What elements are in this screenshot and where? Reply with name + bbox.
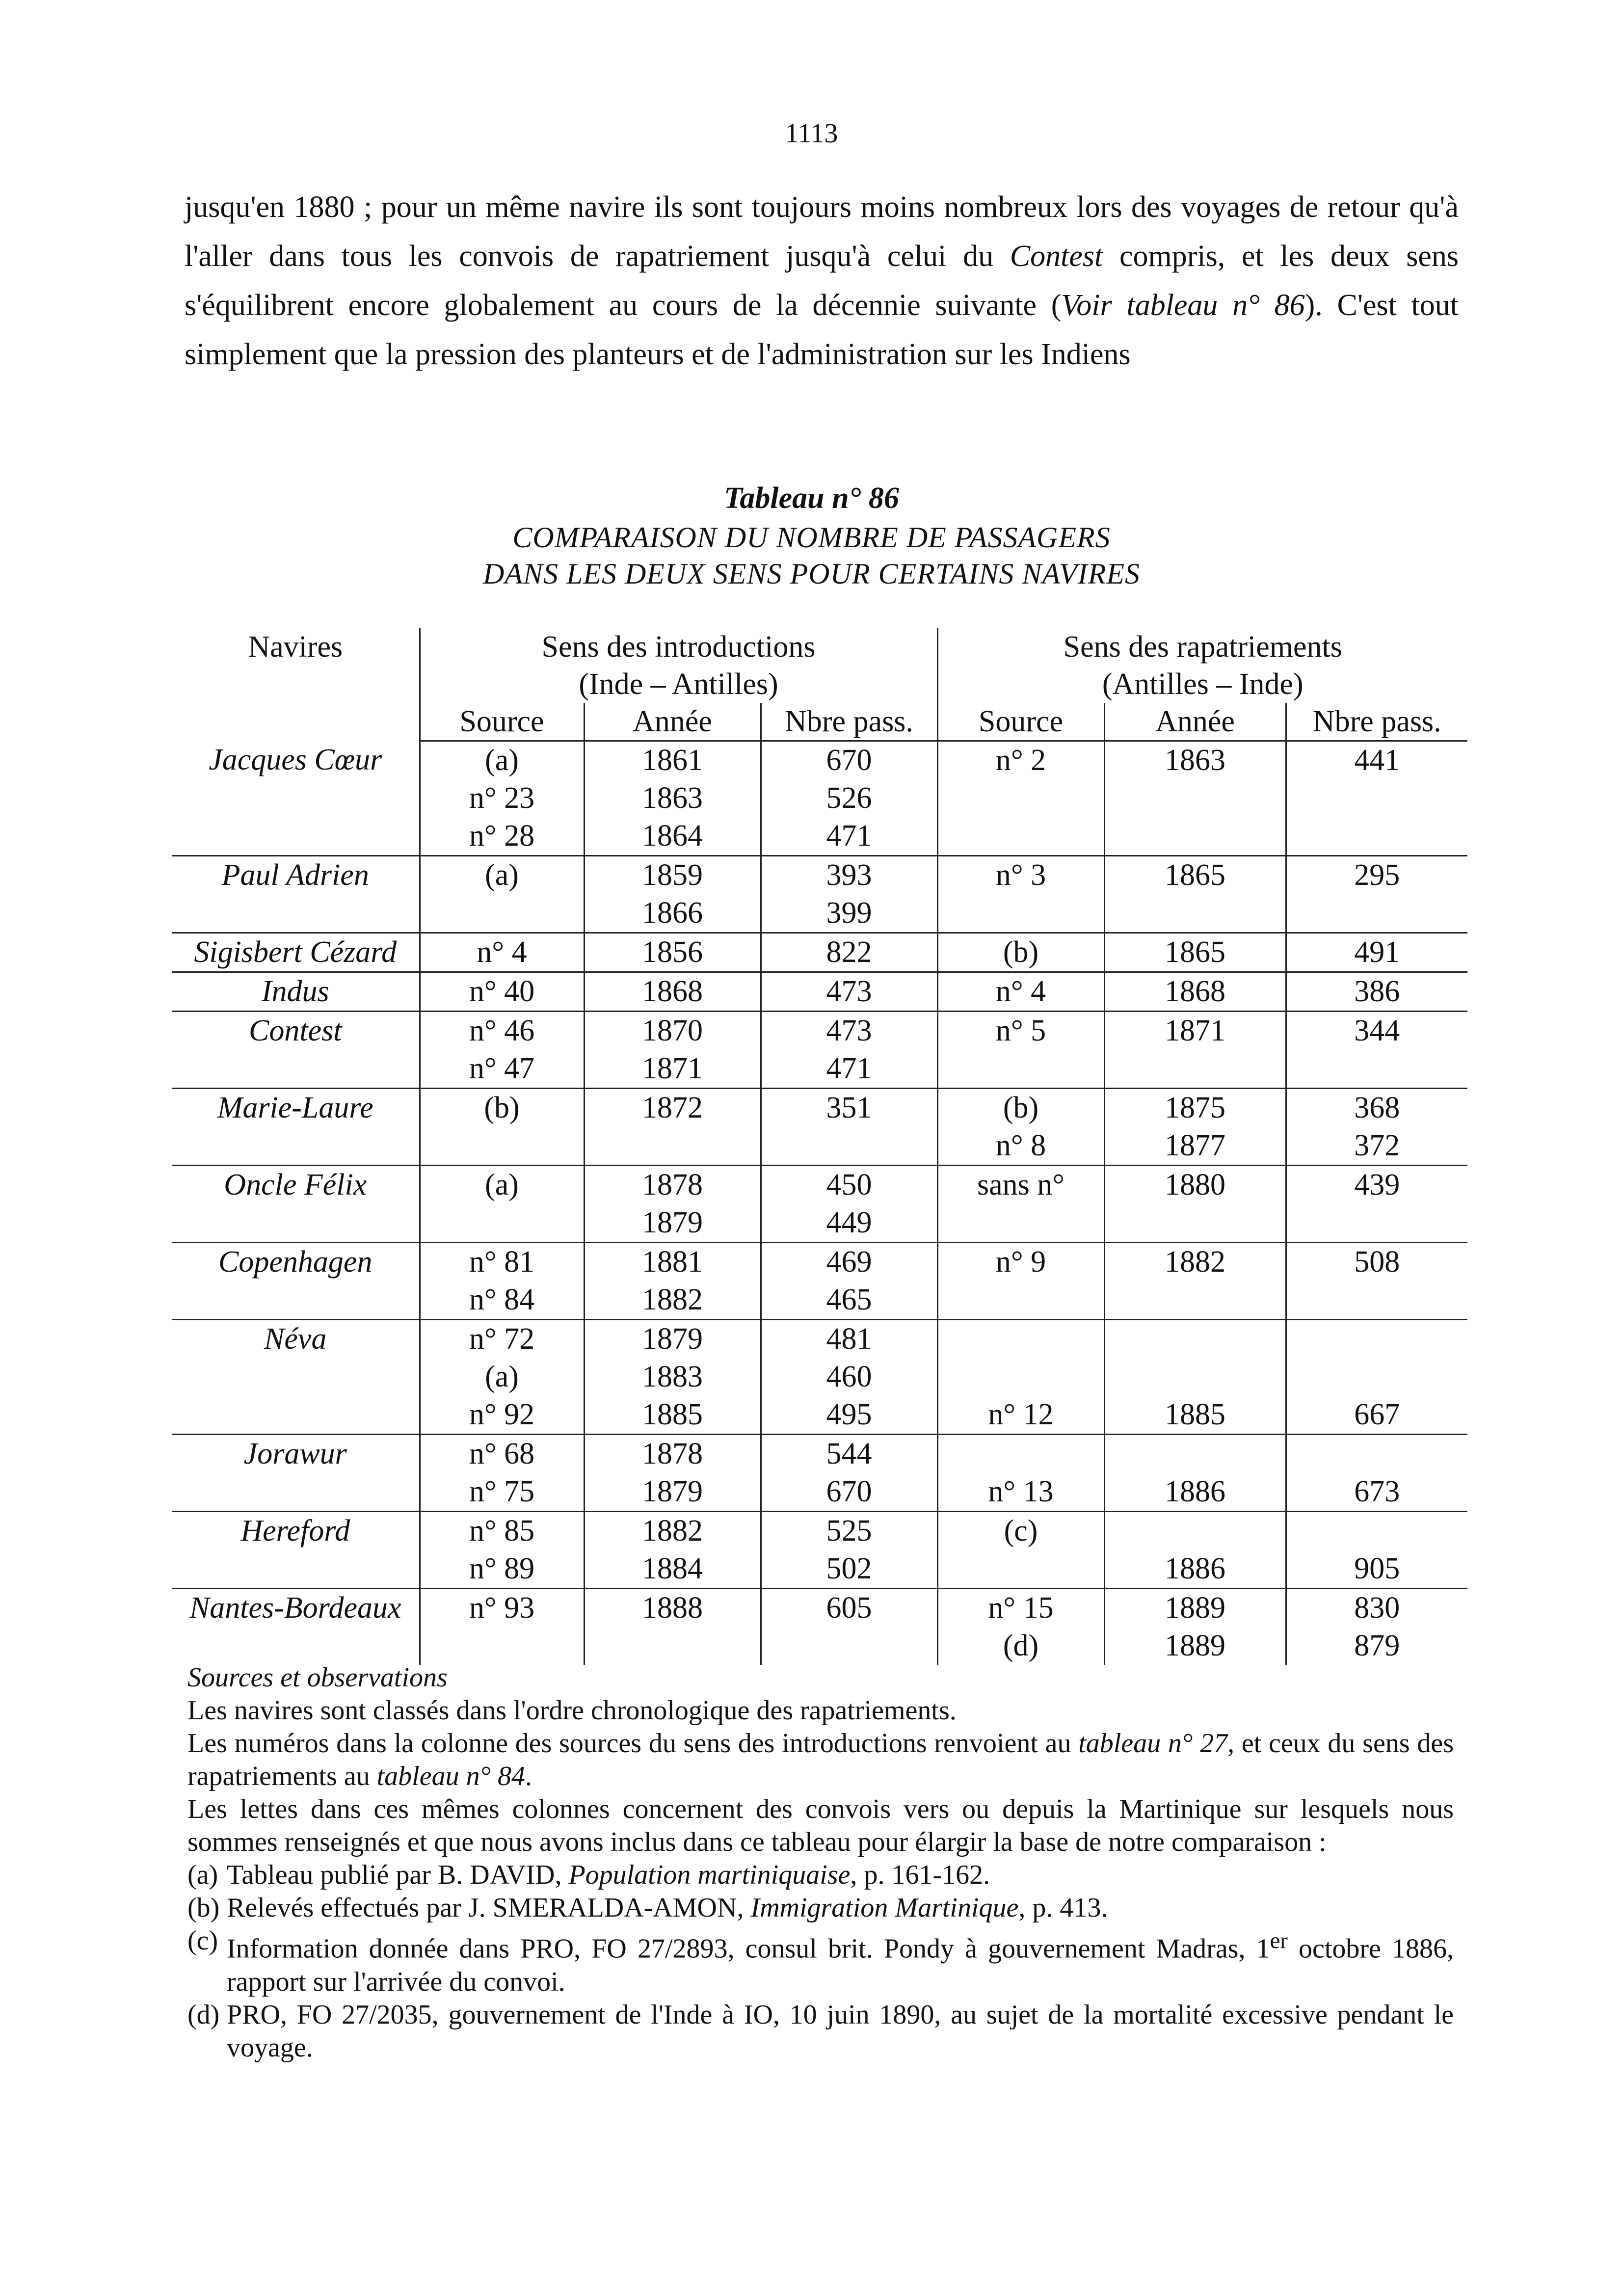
- cell-nbre-pass: 502: [761, 1550, 937, 1589]
- cell-annee: 1863: [584, 779, 761, 817]
- cell-annee-rapat: [1104, 779, 1286, 817]
- cell-annee-rapat: [1104, 1281, 1286, 1320]
- table-row: [172, 779, 1467, 817]
- cell-nbre-pass-rapat: [1286, 894, 1467, 933]
- cell-ship-name: Contest: [249, 1014, 342, 1047]
- table-subtitle-line1: COMPARAISON DU NOMBRE DE PASSAGERS: [512, 521, 1111, 554]
- note-item: [187, 1999, 1454, 2064]
- table-row: [172, 894, 1467, 933]
- cell-source-rapat: [937, 1204, 1104, 1243]
- cell-ship-name: [172, 894, 420, 933]
- header-introductions-line2: (Inde – Antilles): [579, 667, 778, 701]
- table-subtitle: [0, 519, 1623, 592]
- cell-nbre-pass-rapat: 508: [1286, 1243, 1467, 1281]
- cell-source: (a): [420, 1166, 584, 1204]
- note-text-post: octobre 1886, rapport sur l'arrivée du convoi.: [227, 1933, 1454, 1997]
- cell-annee-rapat: 1885: [1104, 1396, 1286, 1435]
- cell-ship-name: [172, 1550, 420, 1589]
- cell-source: n° 75: [420, 1473, 584, 1512]
- cell-annee: 1884: [584, 1550, 761, 1589]
- body-text-part3: ). C'est tout simplement que la pression des planteurs et de l'administration sur les Indiens: [185, 289, 1459, 371]
- table-subtitle-line2: DANS LES DEUX SENS POUR CERTAINS NAVIRES: [482, 558, 1141, 590]
- table-row: [172, 1320, 1467, 1359]
- passenger-comparison-table: [172, 628, 1467, 1665]
- cell-ship-name: Indus: [172, 972, 420, 1012]
- cell-ship-name: [172, 1358, 420, 1396]
- cell-source: n° 68: [420, 1435, 584, 1473]
- note-key: (b): [187, 1893, 220, 1923]
- cell-nbre-pass-rapat: 295: [1286, 856, 1467, 895]
- cell-ship-name: [172, 1127, 420, 1166]
- header-source-rapat: Source: [937, 703, 1104, 741]
- cell-source: n° 23: [420, 779, 584, 817]
- table-row: [172, 1589, 1467, 1628]
- header-annee: Année: [584, 703, 761, 741]
- cell-ship-name: [172, 1281, 420, 1320]
- table-row: [172, 1012, 1467, 1050]
- cell-source-rapat: n° 12: [937, 1396, 1104, 1435]
- cell-ship-name: Jacques Cœur: [209, 743, 382, 776]
- cell-source: n° 89: [420, 1550, 584, 1589]
- cell-annee: 1871: [584, 1050, 761, 1089]
- cell-annee: 1888: [584, 1589, 761, 1628]
- table-row: [172, 1435, 1467, 1473]
- header-navires: Navires: [248, 630, 343, 664]
- cell-source-rapat: [937, 1050, 1104, 1089]
- cell-annee-rapat: 1865: [1104, 856, 1286, 895]
- cell-nbre-pass: 473: [761, 1012, 937, 1050]
- table-title: Tableau n° 86: [724, 481, 899, 515]
- cell-nbre-pass: 460: [761, 1358, 937, 1396]
- cell-source-rapat: n° 8: [937, 1127, 1104, 1166]
- cell-nbre-pass-rapat: 368: [1286, 1089, 1467, 1127]
- table-row: [172, 1512, 1467, 1550]
- header-source: Source: [420, 703, 584, 741]
- cell-nbre-pass-rapat: [1286, 1320, 1467, 1359]
- cell-nbre-pass-rapat: 667: [1286, 1396, 1467, 1435]
- cell-annee: 1885: [584, 1396, 761, 1435]
- cell-nbre-pass-rapat: [1286, 1358, 1467, 1396]
- cell-source: (a): [420, 856, 584, 895]
- cell-annee: 1882: [584, 1281, 761, 1320]
- table-row: [172, 1358, 1467, 1396]
- cell-annee: 1878: [584, 1166, 761, 1204]
- sources-notes: [187, 1661, 1454, 2064]
- cell-annee-rapat: 1889: [1104, 1589, 1286, 1628]
- cell-nbre-pass-rapat: [1286, 779, 1467, 817]
- cell-source: (a): [420, 1358, 584, 1396]
- cell-annee-rapat: [1104, 1358, 1286, 1396]
- note-key: (d): [187, 1999, 220, 2030]
- table-row: [172, 1127, 1467, 1166]
- cell-nbre-pass: 822: [761, 933, 937, 972]
- table-row: [172, 1204, 1467, 1243]
- table-row: [172, 1627, 1467, 1665]
- table-row: [172, 1473, 1467, 1512]
- cell-nbre-pass-rapat: [1286, 1204, 1467, 1243]
- cell-source: n° 46: [420, 1012, 584, 1050]
- cell-annee-rapat: 1868: [1104, 972, 1286, 1012]
- cell-nbre-pass-rapat: [1286, 1050, 1467, 1089]
- cell-annee: 1879: [584, 1473, 761, 1512]
- cell-source: n° 72: [420, 1320, 584, 1359]
- cell-annee: 1856: [584, 933, 761, 972]
- note-key: (a): [187, 1860, 218, 1890]
- cell-source: n° 84: [420, 1281, 584, 1320]
- note-text-superscript: er: [1270, 1928, 1288, 1953]
- cell-nbre-pass-rapat: 830: [1286, 1589, 1467, 1628]
- cell-annee-rapat: 1886: [1104, 1473, 1286, 1512]
- cell-source: [420, 894, 584, 933]
- header-rapatriements: [937, 628, 1467, 703]
- cell-source-rapat: [937, 1281, 1104, 1320]
- cell-source-rapat: n° 3: [937, 856, 1104, 895]
- cell-nbre-pass-rapat: [1286, 1435, 1467, 1473]
- table-row: [172, 1089, 1467, 1127]
- cell-ship-name: [172, 1204, 420, 1243]
- cell-annee: 1870: [584, 1012, 761, 1050]
- body-text-part2: compris, et les deux sens s'équilibrent encore globalement au cours de la décennie suivante (: [185, 240, 1459, 322]
- header-introductions-line1: Sens des introductions: [541, 630, 816, 664]
- cell-annee: 1879: [584, 1320, 761, 1359]
- cell-nbre-pass: 471: [761, 817, 937, 856]
- header-rapatriements-line1: Sens des rapatriements: [1063, 630, 1342, 664]
- cell-annee: 1879: [584, 1204, 761, 1243]
- cell-nbre-pass: 473: [761, 972, 937, 1012]
- cell-source-rapat: [937, 1320, 1104, 1359]
- cell-source: [420, 1627, 584, 1665]
- cell-nbre-pass-rapat: 439: [1286, 1166, 1467, 1204]
- notes-line-letters: Les lettes dans ces mêmes colonnes concernent des convois vers ou depuis la Martinique sur lesquels nous sommes renseignés et que nous avons inclus dans ce tableau pour élargir la base de notre comparaison :: [187, 1794, 1454, 1857]
- body-table-reference: Voir tableau n° 86: [1061, 289, 1305, 322]
- cell-annee: [584, 1127, 761, 1166]
- cell-annee-rapat: [1104, 1050, 1286, 1089]
- cell-annee-rapat: [1104, 1320, 1286, 1359]
- cell-annee-rapat: [1104, 1435, 1286, 1473]
- cell-source-rapat: [937, 817, 1104, 856]
- table-row: [172, 856, 1467, 895]
- cell-annee-rapat: [1104, 1512, 1286, 1550]
- cell-annee-rapat: [1104, 817, 1286, 856]
- cell-nbre-pass-rapat: 372: [1286, 1127, 1467, 1166]
- note-text-italic: Population martiniquaise: [568, 1860, 851, 1890]
- note-item: [187, 1892, 1454, 1924]
- notes-ref-tableau-84: tableau n° 84: [376, 1761, 525, 1791]
- cell-ship-name: [172, 779, 420, 817]
- cell-ship-name: Hereford: [240, 1514, 350, 1548]
- cell-source: n° 93: [420, 1589, 584, 1628]
- cell-annee: 1883: [584, 1358, 761, 1396]
- cell-nbre-pass: 399: [761, 894, 937, 933]
- note-key: (c): [187, 1925, 218, 1956]
- cell-nbre-pass: 393: [761, 856, 937, 895]
- cell-nbre-pass-rapat: 673: [1286, 1473, 1467, 1512]
- cell-annee: 1866: [584, 894, 761, 933]
- cell-source-rapat: [937, 779, 1104, 817]
- cell-nbre-pass: 351: [761, 1089, 937, 1127]
- table-row: [172, 1166, 1467, 1204]
- table-row: [172, 1243, 1467, 1281]
- cell-nbre-pass-rapat: [1286, 1512, 1467, 1550]
- table-row: [172, 1050, 1467, 1089]
- cell-ship-name: Sigisbert Cézard: [172, 933, 420, 972]
- cell-annee-rapat: 1882: [1104, 1243, 1286, 1281]
- cell-annee-rapat: 1863: [1104, 741, 1286, 780]
- cell-source: [420, 1204, 584, 1243]
- notes-line-order: Les navires sont classés dans l'ordre chronologique des rapatriements.: [187, 1695, 957, 1726]
- cell-annee-rapat: 1877: [1104, 1127, 1286, 1166]
- cell-nbre-pass: 471: [761, 1050, 937, 1089]
- cell-nbre-pass: 526: [761, 779, 937, 817]
- note-text-italic: Immigration Martinique: [750, 1893, 1019, 1923]
- notes-ref-tableau-27: tableau n° 27: [1078, 1728, 1228, 1759]
- header-introductions: [420, 628, 937, 703]
- notes-line-numbers-b: , et ceux du sens des rapatriements au: [187, 1728, 1454, 1791]
- notes-line-numbers-a: Les numéros dans la colonne des sources du sens des introductions renvoient au: [187, 1728, 1079, 1759]
- cell-annee-rapat: 1871: [1104, 1012, 1286, 1050]
- note-text: [227, 1892, 1454, 1924]
- table-body: [172, 741, 1467, 1665]
- cell-annee: 1859: [584, 856, 761, 895]
- cell-annee-rapat: [1104, 1204, 1286, 1243]
- cell-ship-name: Copenhagen: [218, 1245, 372, 1279]
- cell-nbre-pass: 465: [761, 1281, 937, 1320]
- note-item: [187, 1859, 1454, 1892]
- cell-source: n° 28: [420, 817, 584, 856]
- cell-annee: 1872: [584, 1089, 761, 1127]
- cell-nbre-pass: 670: [761, 741, 937, 780]
- cell-nbre-pass: 481: [761, 1320, 937, 1359]
- cell-ship-name: Marie-Laure: [217, 1091, 373, 1124]
- cell-annee: 1881: [584, 1243, 761, 1281]
- cell-nbre-pass-rapat: 905: [1286, 1550, 1467, 1589]
- cell-nbre-pass-rapat: 441: [1286, 741, 1467, 780]
- table-row: [172, 972, 1467, 1012]
- cell-nbre-pass: 449: [761, 1204, 937, 1243]
- header-rapatriements-line2: (Antilles – Inde): [1102, 667, 1304, 701]
- cell-annee-rapat: 1886: [1104, 1550, 1286, 1589]
- cell-ship-name: Nantes-Bordeaux: [189, 1591, 401, 1625]
- cell-source: (b): [420, 1089, 584, 1127]
- cell-nbre-pass-rapat: 491: [1286, 933, 1467, 972]
- cell-nbre-pass-rapat: [1286, 1281, 1467, 1320]
- cell-source-rapat: (b): [937, 933, 1104, 972]
- body-ship-name: Contest: [1010, 240, 1103, 273]
- table-row: [172, 1550, 1467, 1589]
- cell-nbre-pass: 544: [761, 1435, 937, 1473]
- cell-source-rapat: n° 13: [937, 1473, 1104, 1512]
- cell-ship-name: Néva: [264, 1322, 327, 1356]
- cell-annee-rapat: 1865: [1104, 933, 1286, 972]
- note-text-post: , p. 161-162.: [850, 1860, 990, 1890]
- cell-source: (a): [420, 741, 584, 780]
- body-text-part1: jusqu'en 1880 ; pour un même navire ils sont toujours moins nombreux lors des voyages de retour qu'à l'aller dans tous les convois de rapatriement jusqu'à celui du: [185, 190, 1459, 273]
- cell-annee: 1864: [584, 817, 761, 856]
- cell-nbre-pass-rapat: 344: [1286, 1012, 1467, 1050]
- cell-ship-name: [172, 1627, 420, 1665]
- cell-nbre-pass: [761, 1127, 937, 1166]
- cell-ship-name: [172, 817, 420, 856]
- cell-source-rapat: (b): [937, 1089, 1104, 1127]
- cell-source: [420, 1127, 584, 1166]
- cell-nbre-pass-rapat: 386: [1286, 972, 1467, 1012]
- cell-nbre-pass: 670: [761, 1473, 937, 1512]
- notes-line-numbers-c: .: [525, 1761, 532, 1791]
- note-text-pre: Relevés effectués par J. SMERALDA-AMON,: [227, 1893, 751, 1923]
- table-row: [172, 1281, 1467, 1320]
- cell-nbre-pass-rapat: [1286, 817, 1467, 856]
- cell-ship-name: [172, 1473, 420, 1512]
- cell-source: n° 47: [420, 1050, 584, 1089]
- table-row: [172, 741, 1467, 780]
- table-row: [172, 933, 1467, 972]
- note-item: [187, 1924, 1454, 1999]
- header-annee-rapat: Année: [1104, 703, 1286, 741]
- cell-annee: 1882: [584, 1512, 761, 1550]
- cell-nbre-pass: [761, 1627, 937, 1665]
- cell-source-rapat: (d): [937, 1627, 1104, 1665]
- cell-source-rapat: [937, 1550, 1104, 1589]
- cell-ship-name: [172, 1396, 420, 1435]
- note-text: [227, 1999, 1454, 2064]
- cell-source: n° 81: [420, 1243, 584, 1281]
- cell-nbre-pass-rapat: 879: [1286, 1627, 1467, 1665]
- note-text-pre: Tableau publié par B. DAVID,: [227, 1860, 569, 1890]
- table-row: [172, 1396, 1467, 1435]
- notes-line-numbers: [187, 1727, 1454, 1793]
- cell-source: n° 40: [420, 972, 584, 1012]
- cell-source-rapat: sans n°: [937, 1166, 1104, 1204]
- note-text-pre: Information donnée dans PRO, FO 27/2893, consul brit. Pondy à gouvernement Madras, 1: [227, 1933, 1270, 1964]
- notes-title: Sources et observations: [187, 1662, 448, 1693]
- cell-source-rapat: n° 5: [937, 1012, 1104, 1050]
- body-paragraph: [185, 183, 1459, 379]
- cell-nbre-pass: 495: [761, 1396, 937, 1435]
- cell-source: n° 92: [420, 1396, 584, 1435]
- cell-source-rapat: [937, 1358, 1104, 1396]
- cell-source-rapat: (c): [937, 1512, 1104, 1550]
- cell-annee-rapat: [1104, 894, 1286, 933]
- cell-annee-rapat: 1880: [1104, 1166, 1286, 1204]
- cell-source-rapat: [937, 1435, 1104, 1473]
- cell-source-rapat: [937, 894, 1104, 933]
- header-nbre-pass-rapat: Nbre pass.: [1286, 703, 1467, 741]
- cell-ship-name: Oncle Félix: [224, 1168, 367, 1201]
- cell-source-rapat: n° 2: [937, 741, 1104, 780]
- cell-source-rapat: n° 9: [937, 1243, 1104, 1281]
- cell-nbre-pass: 525: [761, 1512, 937, 1550]
- cell-annee-rapat: 1889: [1104, 1627, 1286, 1665]
- page-number: 1113: [785, 118, 838, 149]
- cell-nbre-pass: 605: [761, 1589, 937, 1628]
- cell-ship-name: Paul Adrien: [221, 858, 369, 892]
- note-text-pre: PRO, FO 27/2035, gouvernement de l'Inde à IO, 10 juin 1890, au sujet de la mortalité excessive pendant le voyage.: [227, 1999, 1454, 2063]
- cell-source-rapat: n° 4: [937, 972, 1104, 1012]
- header-row-groups: [172, 628, 1467, 703]
- note-text: [227, 1859, 1454, 1892]
- cell-ship-name: Jorawur: [243, 1437, 347, 1470]
- cell-nbre-pass: 469: [761, 1243, 937, 1281]
- cell-annee: 1868: [584, 972, 761, 1012]
- cell-annee-rapat: 1875: [1104, 1089, 1286, 1127]
- cell-source: n° 4: [420, 933, 584, 972]
- cell-annee: 1878: [584, 1435, 761, 1473]
- cell-annee: 1861: [584, 741, 761, 780]
- note-text-post: , p. 413.: [1018, 1893, 1108, 1923]
- cell-nbre-pass: 450: [761, 1166, 937, 1204]
- cell-source: n° 85: [420, 1512, 584, 1550]
- cell-ship-name: [172, 1050, 420, 1089]
- table-row: [172, 817, 1467, 856]
- note-text: [227, 1924, 1454, 1999]
- header-nbre-pass: Nbre pass.: [761, 703, 937, 741]
- cell-annee: [584, 1627, 761, 1665]
- cell-source-rapat: n° 15: [937, 1589, 1104, 1628]
